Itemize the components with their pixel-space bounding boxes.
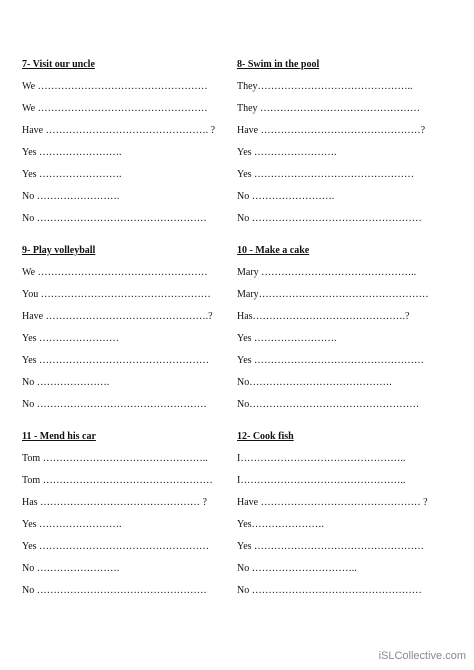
exercise-heading <box>237 58 452 72</box>
answer-line: Yes ……………………. <box>237 147 337 158</box>
exercise-heading <box>237 430 452 444</box>
answer-line: Yes …………………………………………… <box>237 355 425 366</box>
answer-line: No …………………………………………… <box>22 213 207 224</box>
answer-line: No ……………………. <box>22 563 120 574</box>
exercise-7 <box>22 58 237 230</box>
exercise-heading-text: 10 - Make a cake <box>237 245 310 256</box>
answer-line: Yes ……………………. <box>237 333 337 344</box>
answer-line: Tom …………………………………………… <box>22 475 213 486</box>
answer-line: Yes …………………… <box>22 333 120 344</box>
answer-line: Yes ………………………………………… <box>237 169 415 180</box>
answer-line: No …………………………………………… <box>237 213 422 224</box>
answer-line: Yes ……………………. <box>22 147 122 158</box>
exercise-heading <box>237 244 452 258</box>
answer-line: Yes …………………………………………… <box>22 541 210 552</box>
answer-line: No……………………………………. <box>237 377 392 388</box>
answer-line: Yes …………………………………………… <box>22 355 210 366</box>
answer-line: Mary…………………………………………… <box>237 289 429 300</box>
answer-line: No …………………………………………… <box>22 585 207 596</box>
answer-line: You …………………………………………… <box>22 289 211 300</box>
answer-line: No …………………. <box>22 377 110 388</box>
answer-line: Mary ……………………………………….. <box>237 267 417 278</box>
answer-line: We …………………………………………… <box>22 81 208 92</box>
answer-line: No ……………………. <box>237 191 335 202</box>
answer-line: I………………………………………….. <box>237 453 406 464</box>
answer-line: They……………………………………….. <box>237 81 413 92</box>
answer-line: They ………………………………………… <box>237 103 421 114</box>
answer-line: No …………………………………………… <box>237 585 422 596</box>
exercise-10 <box>237 244 452 416</box>
exercise-11 <box>22 430 237 602</box>
exercise-heading <box>22 58 237 72</box>
answer-line: Have …………………………………………. ? <box>22 125 216 136</box>
answer-line: We …………………………………………… <box>22 103 208 114</box>
answer-line: Yes ……………………. <box>22 519 122 530</box>
answer-line: Have ………………………………………….? <box>22 311 213 322</box>
exercise-12 <box>237 430 452 602</box>
watermark: iSLCollective.com <box>378 650 466 662</box>
exercise-8 <box>237 58 452 230</box>
exercise-heading-text: 12- Cook fish <box>237 431 294 442</box>
answer-line: Have ………………………………………… ? <box>237 497 428 508</box>
answer-line: Yes ……………………. <box>22 169 122 180</box>
answer-line: No ………………………….. <box>237 563 357 574</box>
answer-line: We …………………………………………… <box>22 267 208 278</box>
answer-line: No …………………………………………… <box>22 399 207 410</box>
exercise-heading <box>22 430 237 444</box>
exercise-heading-text: 8- Swim in the pool <box>237 59 320 70</box>
answer-line: No ……………………. <box>22 191 120 202</box>
answer-line: Yes…………………. <box>237 519 325 530</box>
answer-line: Has ………………………………………… ? <box>22 497 207 508</box>
answer-line: Has……………………………………….? <box>237 311 410 322</box>
exercise-heading-text: 11 - Mend his car <box>22 431 96 442</box>
answer-line: No…………………………………………… <box>237 399 420 410</box>
exercise-heading-text: 7- Visit our uncle <box>22 59 95 70</box>
answer-line: I………………………………………….. <box>237 475 406 486</box>
exercise-9 <box>22 244 237 416</box>
answer-line: Yes …………………………………………… <box>237 541 425 552</box>
answer-line: Tom ………………………………………….. <box>22 453 208 464</box>
exercise-heading-text: 9- Play volleyball <box>22 245 96 256</box>
answer-line: Have …………………………………………? <box>237 125 426 136</box>
exercise-heading <box>22 244 237 258</box>
